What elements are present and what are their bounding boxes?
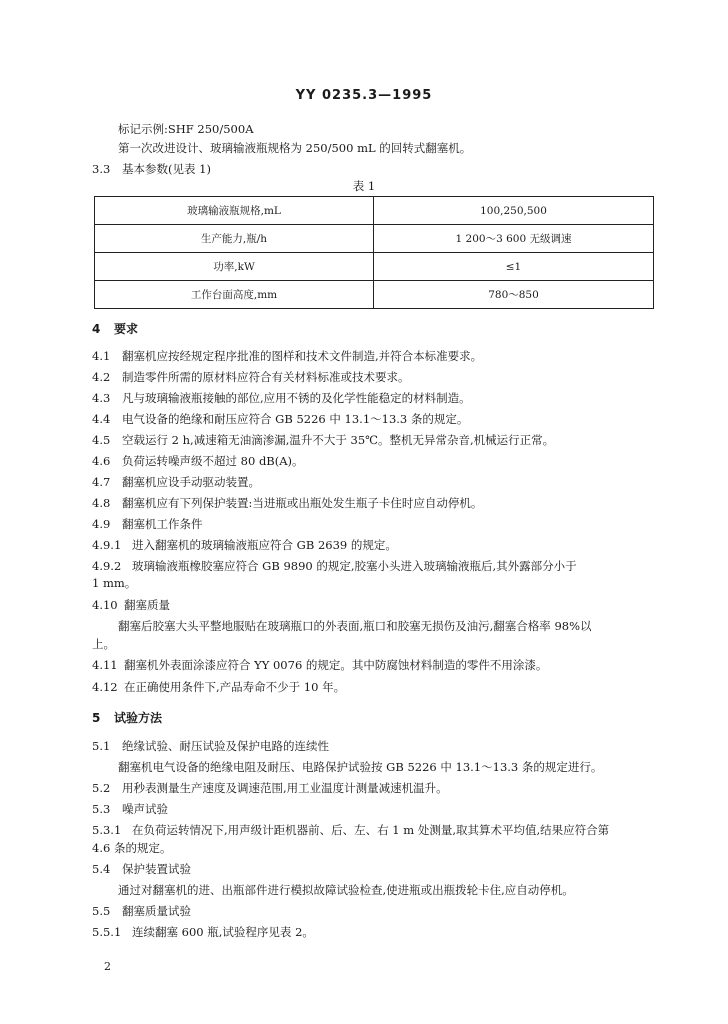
- section-title: 试验方法: [114, 711, 163, 725]
- section-text: 基本参数(见表 1): [122, 162, 211, 176]
- table-cell-value: 100,250,500: [374, 197, 654, 225]
- clause-5-3-1: [92, 823, 609, 838]
- section-5-heading: [92, 711, 162, 726]
- clause-5-3: [92, 802, 168, 817]
- table-row: [95, 253, 654, 281]
- table-cell-value: ≤1: [374, 253, 654, 281]
- clause-text: 翻塞机工作条件: [122, 517, 203, 531]
- clause-number: 4.2: [92, 370, 111, 384]
- clause-5-1: [92, 739, 329, 754]
- clause-text: 翻塞质量试验: [122, 904, 191, 918]
- clause-text: 制造零件所需的原材料应符合有关材料标准或技术要求。: [122, 370, 410, 384]
- clause-4-2: [92, 370, 410, 385]
- table-row: [95, 281, 654, 309]
- clause-number: 4.9.2: [92, 559, 122, 573]
- clause-number: 4.4: [92, 412, 111, 426]
- clause-number: 5.3: [92, 802, 111, 816]
- clause-5-5-1: [92, 925, 314, 940]
- clause-number: 4.9: [92, 517, 111, 531]
- clause-5-4-body: 通过对翻塞机的进、出瓶部件进行模拟故障试验检查,使进瓶或出瓶拨轮卡住,应自动停机。: [118, 883, 574, 897]
- clause-number: 4.8: [92, 496, 111, 510]
- table-cell-parameter: 功率,kW: [95, 253, 374, 281]
- clause-number: 5.5.1: [92, 925, 122, 939]
- clause-text: 噪声试验: [122, 802, 168, 816]
- clause-5-5: [92, 904, 191, 919]
- table-cell-value: 780～850: [374, 281, 654, 309]
- clause-number: 4.3: [92, 391, 111, 405]
- clause-text: 翻塞机外表面涂漆应符合 YY 0076 的规定。其中防腐蚀材料制造的零件不用涂漆。: [124, 658, 548, 672]
- clause-4-3: [92, 391, 471, 406]
- clause-text: 翻塞机应按经规定程序批准的图样和技术文件制造,并符合本标准要求。: [122, 349, 483, 363]
- table-cell-value: 1 200～3 600 无级调速: [374, 225, 654, 253]
- table-1-basic-parameters: [94, 196, 654, 309]
- clause-number: 5.5: [92, 904, 111, 918]
- section-title: 要求: [114, 322, 139, 336]
- clause-5-3-1-continued: 4.6 条的规定。: [92, 841, 172, 855]
- section-number: 4: [92, 322, 101, 336]
- clause-number: 4.10: [92, 598, 118, 612]
- clause-text: 凡与玻璃输液瓶接触的部位,应用不锈的及化学性能稳定的材料制造。: [122, 391, 471, 405]
- table-1-caption: 表 1: [352, 179, 376, 193]
- clause-text: 用秒表测量生产速度及调速范围,用工业温度计测量减速机温升。: [122, 781, 448, 795]
- section-number: 3.3: [92, 162, 111, 176]
- clause-number: 4.5: [92, 433, 111, 447]
- table-cell-parameter: 工作台面高度,mm: [95, 281, 374, 309]
- clause-5-4: [92, 862, 191, 877]
- clause-number: 4.6: [92, 454, 111, 468]
- clause-text: 玻璃输液瓶橡胶塞应符合 GB 9890 的规定,胶塞小头进入玻璃输液瓶后,其外露部分小于: [132, 559, 577, 573]
- clause-4-10-body: 翻塞后胶塞大头平整地服贴在玻璃瓶口的外表面,瓶口和胶塞无损伤及油污,翻塞合格率 98%以: [118, 619, 592, 633]
- clause-number: 4.1: [92, 349, 111, 363]
- table-cell-parameter: 玻璃输液瓶规格,mL: [95, 197, 374, 225]
- table-cell-parameter: 生产能力,瓶/h: [95, 225, 374, 253]
- table-row: [95, 225, 654, 253]
- clause-number: 4.12: [92, 680, 118, 694]
- clause-text: 空载运行 2 h,减速箱无油滴渗漏,温升不大于 35℃。整机无异常杂音,机械运行正常。: [122, 433, 555, 447]
- clause-text: 翻塞机应设手动驱动装置。: [122, 475, 260, 489]
- clause-text: 连续翻塞 600 瓶,试验程序见表 2。: [132, 925, 314, 939]
- table-row: [95, 197, 654, 225]
- clause-text: 在负荷运转情况下,用声级计距机器前、后、左、右 1 m 处测量,取其算术平均值,结果应符合第: [132, 823, 610, 837]
- clause-number: 4.9.1: [92, 538, 122, 552]
- section-3-3-heading: [92, 162, 211, 177]
- clause-number: 4.11: [92, 658, 118, 672]
- standard-number-header: YY 0235.3—1995: [295, 88, 433, 103]
- clause-4-9-2-continued: 1 mm。: [92, 576, 137, 590]
- clause-4-12: [92, 680, 345, 695]
- clause-text: 在正确使用条件下,产品寿命不少于 10 年。: [124, 680, 346, 694]
- clause-4-1: [92, 349, 482, 364]
- clause-number: 5.3.1: [92, 823, 122, 837]
- clause-5-2: [92, 781, 448, 796]
- marking-example-label: 标记示例:SHF 250/500A: [118, 122, 254, 136]
- clause-4-9-2: [92, 559, 577, 574]
- clause-4-9-1: [92, 538, 397, 553]
- clause-4-11: [92, 658, 547, 673]
- clause-4-4: [92, 412, 468, 427]
- clause-text: 负荷运转噪声级不超过 80 dB(A)。: [122, 454, 304, 468]
- clause-text: 保护装置试验: [122, 862, 191, 876]
- clause-4-10-body-continued: 上。: [92, 637, 115, 651]
- clause-number: 5.2: [92, 781, 111, 795]
- clause-text: 进入翻塞机的玻璃输液瓶应符合 GB 2639 的规定。: [132, 538, 397, 552]
- page-number: 2: [104, 960, 111, 973]
- section-number: 5: [92, 711, 101, 725]
- clause-4-6: [92, 454, 304, 469]
- clause-text: 翻塞质量: [124, 598, 170, 612]
- clause-4-8: [92, 496, 482, 511]
- clause-text: 绝缘试验、耐压试验及保护电路的连续性: [122, 739, 329, 753]
- clause-4-10: [92, 598, 170, 613]
- clause-number: 5.4: [92, 862, 111, 876]
- section-4-heading: [92, 322, 138, 337]
- clause-number: 5.1: [92, 739, 111, 753]
- clause-4-5: [92, 433, 554, 448]
- clause-4-9: [92, 517, 203, 532]
- clause-5-1-body: 翻塞机电气设备的绝缘电阻及耐压、电路保护试验按 GB 5226 中 13.1～13.3 条的规定进行。: [118, 760, 603, 774]
- clause-text: 电气设备的绝缘和耐压应符合 GB 5226 中 13.1～13.3 条的规定。: [122, 412, 469, 426]
- clause-number: 4.7: [92, 475, 111, 489]
- clause-4-7: [92, 475, 260, 490]
- marking-example-description: 第一次改进设计、玻璃输液瓶规格为 250/500 mL 的回转式翻塞机。: [118, 141, 472, 155]
- clause-text: 翻塞机应有下列保护装置:当进瓶或出瓶处发生瓶子卡住时应自动停机。: [122, 496, 483, 510]
